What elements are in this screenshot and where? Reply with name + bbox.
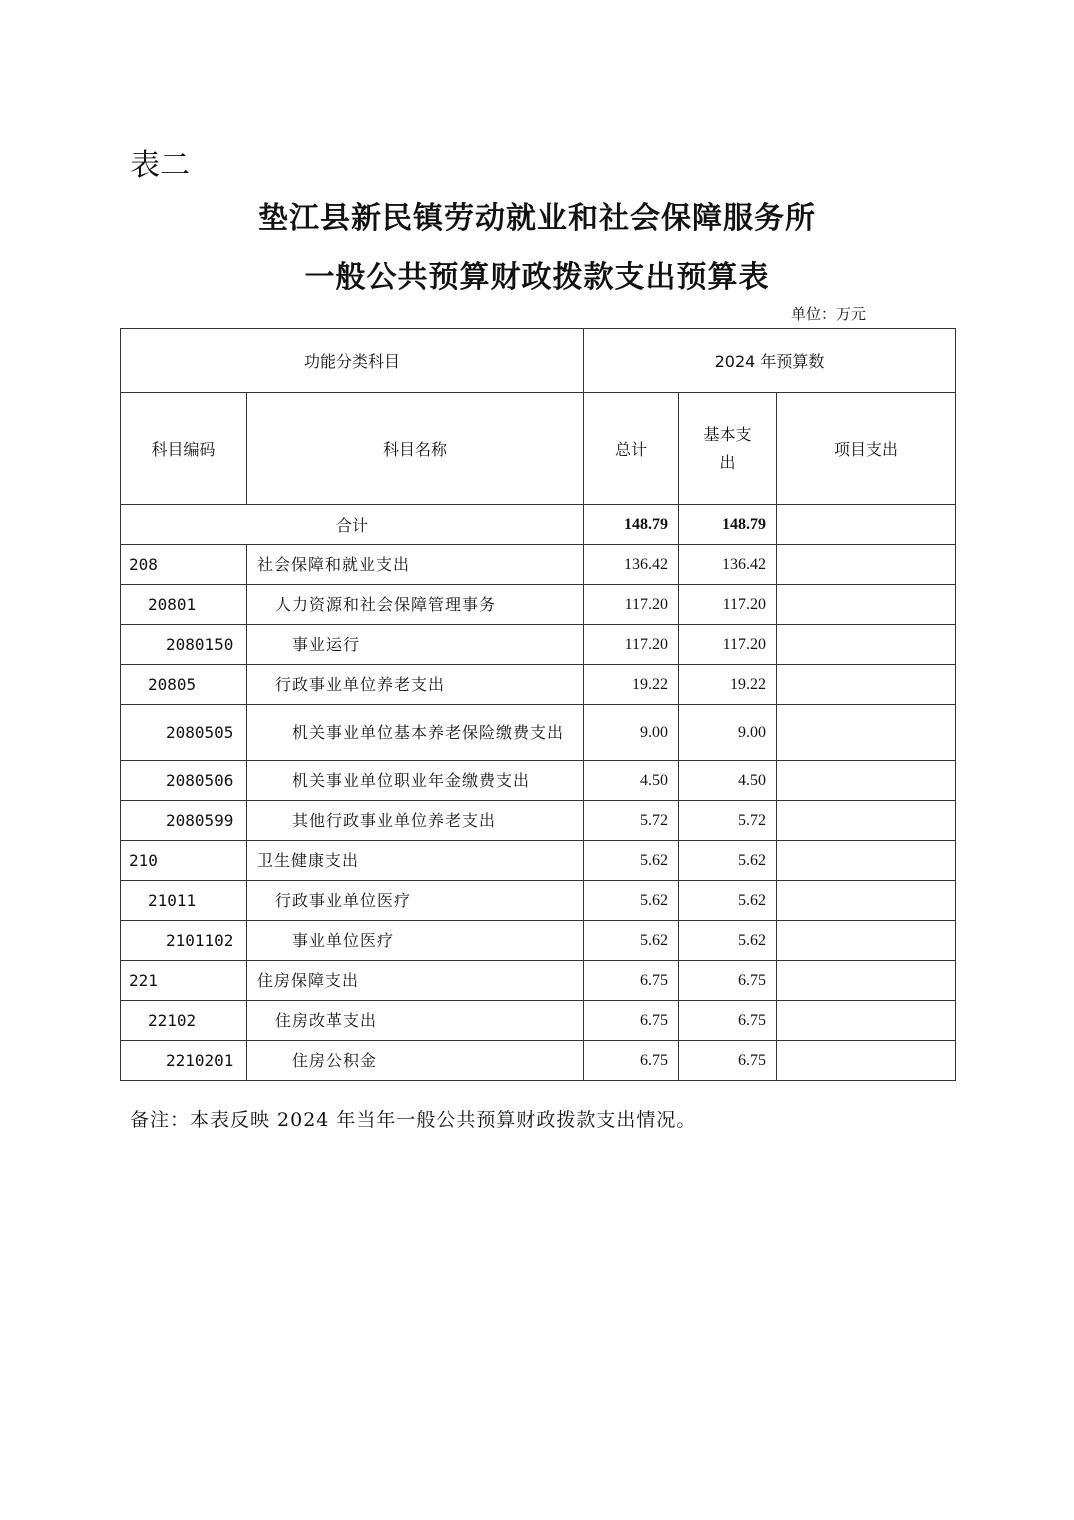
row-total: 5.62 <box>584 881 679 921</box>
row-code: 2210201 <box>121 1041 247 1081</box>
row-basic: 117.20 <box>679 625 777 665</box>
row-project <box>777 961 956 1001</box>
row-project <box>777 1001 956 1041</box>
row-total: 5.62 <box>584 841 679 881</box>
row-project <box>777 881 956 921</box>
row-basic: 6.75 <box>679 961 777 1001</box>
row-basic: 6.75 <box>679 1001 777 1041</box>
row-total: 19.22 <box>584 665 679 705</box>
row-code: 2101102 <box>121 921 247 961</box>
table-label: 表二 <box>130 148 190 183</box>
row-basic: 136.42 <box>679 545 777 585</box>
row-basic: 5.62 <box>679 881 777 921</box>
header-func-category: 功能分类科目 <box>121 329 584 393</box>
row-total: 117.20 <box>584 625 679 665</box>
row-total: 136.42 <box>584 545 679 585</box>
summary-total: 148.79 <box>584 505 679 545</box>
row-name: 社会保障和就业支出 <box>247 545 584 585</box>
table-row <box>121 705 956 761</box>
row-code: 2080150 <box>121 625 247 665</box>
row-code: 21011 <box>121 881 247 921</box>
table-row <box>121 881 956 921</box>
row-name: 机关事业单位职业年金缴费支出 <box>247 761 584 801</box>
row-total: 5.62 <box>584 921 679 961</box>
summary-row <box>121 505 956 545</box>
row-basic: 4.50 <box>679 761 777 801</box>
header-row-columns <box>121 393 956 505</box>
table-row <box>121 961 956 1001</box>
row-name: 人力资源和社会保障管理事务 <box>247 585 584 625</box>
row-total: 6.75 <box>584 1041 679 1081</box>
row-project <box>777 801 956 841</box>
header-code: 科目编码 <box>121 393 247 505</box>
row-code: 221 <box>121 961 247 1001</box>
table-row <box>121 801 956 841</box>
header-total: 总计 <box>584 393 679 505</box>
row-basic: 5.62 <box>679 841 777 881</box>
table-row <box>121 1001 956 1041</box>
row-project <box>777 545 956 585</box>
row-basic: 5.62 <box>679 921 777 961</box>
row-code: 2080506 <box>121 761 247 801</box>
row-name: 机关事业单位基本养老保险缴费支出 <box>247 705 584 761</box>
page-subtitle: 一般公共预算财政拨款支出预算表 <box>304 260 770 295</box>
row-name: 行政事业单位养老支出 <box>247 665 584 705</box>
row-project <box>777 625 956 665</box>
table-row <box>121 545 956 585</box>
header-project: 项目支出 <box>777 393 956 505</box>
table-row <box>121 921 956 961</box>
summary-project <box>777 505 956 545</box>
row-total: 117.20 <box>584 585 679 625</box>
row-project <box>777 841 956 881</box>
row-name: 事业运行 <box>247 625 584 665</box>
row-basic: 19.22 <box>679 665 777 705</box>
row-total: 6.75 <box>584 1001 679 1041</box>
budget-table <box>120 328 956 1081</box>
table-row <box>121 1041 956 1081</box>
row-code: 22102 <box>121 1001 247 1041</box>
row-total: 6.75 <box>584 961 679 1001</box>
table-row <box>121 625 956 665</box>
table-row <box>121 585 956 625</box>
table-row <box>121 665 956 705</box>
page-title: 垫江县新民镇劳动就业和社会保障服务所 <box>258 201 816 236</box>
row-name: 行政事业单位医疗 <box>247 881 584 921</box>
row-total: 9.00 <box>584 705 679 761</box>
row-name: 住房改革支出 <box>247 1001 584 1041</box>
header-basic-line2: 出 <box>719 452 736 472</box>
unit-label: 单位：万元 <box>790 305 866 323</box>
row-project <box>777 705 956 761</box>
row-project <box>777 761 956 801</box>
header-row-group <box>121 329 956 393</box>
row-name: 事业单位医疗 <box>247 921 584 961</box>
header-basic-line1: 基本支 <box>703 424 752 444</box>
summary-label: 合计 <box>121 505 584 545</box>
row-code: 210 <box>121 841 247 881</box>
row-code: 2080599 <box>121 801 247 841</box>
row-name: 卫生健康支出 <box>247 841 584 881</box>
header-name: 科目名称 <box>247 393 584 505</box>
row-project <box>777 1041 956 1081</box>
row-code: 20805 <box>121 665 247 705</box>
row-project <box>777 921 956 961</box>
row-basic: 5.72 <box>679 801 777 841</box>
row-total: 4.50 <box>584 761 679 801</box>
row-code: 208 <box>121 545 247 585</box>
row-name: 其他行政事业单位养老支出 <box>247 801 584 841</box>
table-row <box>121 841 956 881</box>
row-basic: 9.00 <box>679 705 777 761</box>
row-name: 住房公积金 <box>247 1041 584 1081</box>
row-code: 20801 <box>121 585 247 625</box>
footnote: 备注：本表反映 2024 年当年一般公共预算财政拨款支出情况。 <box>130 1109 697 1131</box>
row-name: 住房保障支出 <box>247 961 584 1001</box>
header-budget-2024: 2024 年预算数 <box>584 329 956 393</box>
row-project <box>777 585 956 625</box>
row-total: 5.72 <box>584 801 679 841</box>
row-code: 2080505 <box>121 705 247 761</box>
row-basic: 117.20 <box>679 585 777 625</box>
row-basic: 6.75 <box>679 1041 777 1081</box>
row-project <box>777 665 956 705</box>
summary-basic: 148.79 <box>679 505 777 545</box>
table-row <box>121 761 956 801</box>
header-basic <box>679 393 777 505</box>
